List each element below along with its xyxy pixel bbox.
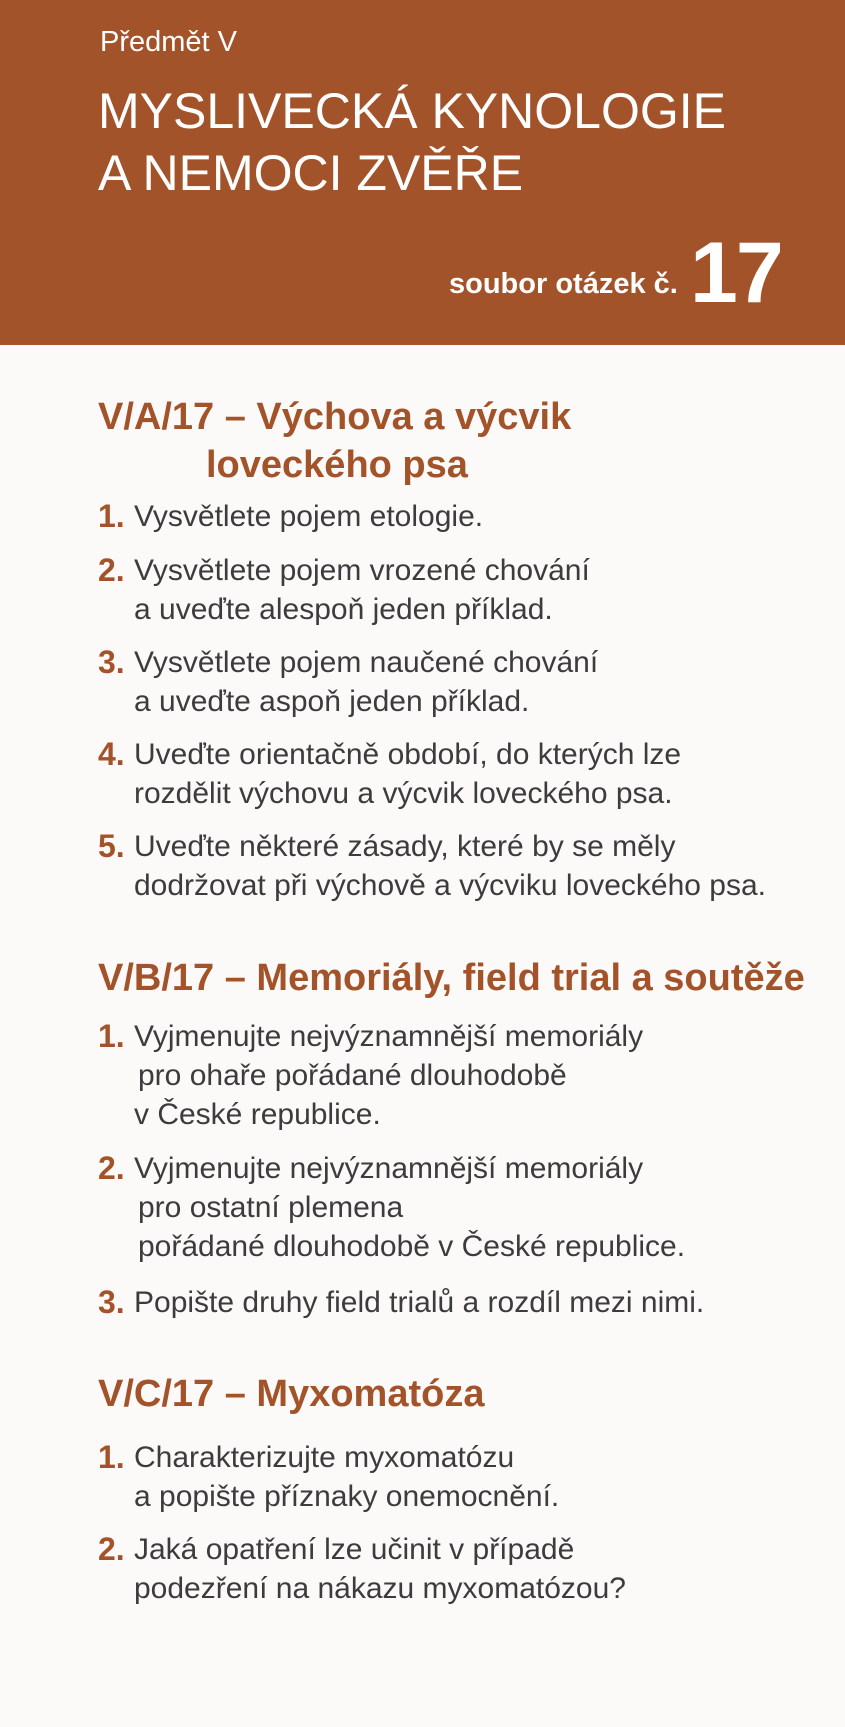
title-line-1: MYSLIVECKÁ KYNOLOGIE bbox=[98, 83, 726, 139]
question-text bbox=[98, 1530, 818, 1608]
subject-label: Předmět V bbox=[100, 26, 237, 58]
question-line: Vysvětlete pojem etologie. bbox=[134, 500, 484, 533]
question-line: Vysvětlete pojem naučené chování bbox=[134, 646, 599, 679]
question-number: 1. bbox=[98, 498, 125, 534]
question-text bbox=[98, 1283, 818, 1322]
question-line: rozdělit výchovu a výcvik loveckého psa. bbox=[134, 777, 673, 810]
question-line: podezření na nákazu myxomatózou? bbox=[134, 1572, 626, 1605]
question-number: 2. bbox=[98, 552, 125, 588]
section-title-b-line-1: V/B/17 – Memoriály, field trial a soutěže bbox=[98, 957, 805, 999]
question-text bbox=[98, 551, 818, 629]
question-line: a uveďte aspoň jeden příklad. bbox=[134, 685, 530, 718]
question-a-3 bbox=[98, 643, 818, 721]
question-line: Vysvětlete pojem vrozené chování bbox=[134, 554, 590, 587]
question-line: Jaká opatření lze učinit v případě bbox=[134, 1533, 575, 1566]
question-a-1 bbox=[98, 497, 818, 536]
question-text bbox=[98, 497, 818, 536]
question-line: a popište příznaky onemocnění. bbox=[134, 1480, 560, 1513]
question-line: Vyjmenujte nejvýznamnější memoriály bbox=[134, 1020, 644, 1053]
question-number: 2. bbox=[98, 1531, 125, 1567]
question-number: 4. bbox=[98, 736, 125, 772]
section-title-a-line-2: loveckého psa bbox=[206, 444, 468, 486]
question-line: pro ohaře pořádané dlouhodobě bbox=[138, 1059, 567, 1092]
question-number: 1. bbox=[98, 1018, 125, 1054]
question-line: Charakterizujte myxomatózu bbox=[134, 1441, 515, 1474]
question-line: pořádané dlouhodobě v České republice. bbox=[138, 1230, 686, 1263]
question-c-2 bbox=[98, 1530, 818, 1608]
question-b-1 bbox=[98, 1017, 818, 1134]
question-text bbox=[98, 1017, 818, 1134]
question-b-2 bbox=[98, 1149, 818, 1266]
question-text bbox=[98, 827, 818, 905]
section-title-b bbox=[98, 954, 805, 1002]
question-a-2 bbox=[98, 551, 818, 629]
question-text bbox=[98, 1438, 818, 1516]
question-number: 3. bbox=[98, 644, 125, 680]
question-set-label: soubor otázek č. bbox=[449, 268, 678, 300]
question-a-4 bbox=[98, 735, 818, 813]
question-line: Popište druhy field trialů a rozdíl mezi nimi. bbox=[134, 1286, 705, 1319]
question-a-5 bbox=[98, 827, 818, 905]
question-text bbox=[98, 735, 818, 813]
question-line: Vyjmenujte nejvýznamnější memoriály bbox=[134, 1152, 644, 1185]
section-title-c-line-1: V/C/17 – Myxomatóza bbox=[98, 1373, 485, 1415]
question-number: 2. bbox=[98, 1150, 125, 1186]
question-number: 1. bbox=[98, 1439, 125, 1475]
title-line-2: A NEMOCI ZVĚŘE bbox=[98, 145, 524, 201]
question-line: pro ostatní plemena bbox=[138, 1191, 404, 1224]
question-b-3 bbox=[98, 1283, 818, 1322]
question-number: 3. bbox=[98, 1284, 125, 1320]
section-title-a-line-1: V/A/17 – Výchova a výcvik bbox=[98, 396, 572, 438]
question-text bbox=[98, 643, 818, 721]
page-title bbox=[98, 80, 726, 204]
question-set-number: 17 bbox=[690, 225, 782, 321]
question-line: v České republice. bbox=[134, 1098, 381, 1131]
header-banner bbox=[0, 0, 845, 345]
question-number: 5. bbox=[98, 828, 125, 864]
question-line: a uveďte alespoň jeden příklad. bbox=[134, 593, 553, 626]
question-c-1 bbox=[98, 1438, 818, 1516]
question-line: dodržovat při výchově a výcviku loveckého psa. bbox=[134, 869, 766, 902]
question-line: Uveďte orientačně období, do kterých lze bbox=[134, 738, 682, 771]
question-line: Uveďte některé zásady, které by se měly bbox=[134, 830, 676, 863]
section-title-a bbox=[98, 393, 571, 489]
section-title-c bbox=[98, 1370, 484, 1418]
question-text bbox=[98, 1149, 818, 1266]
